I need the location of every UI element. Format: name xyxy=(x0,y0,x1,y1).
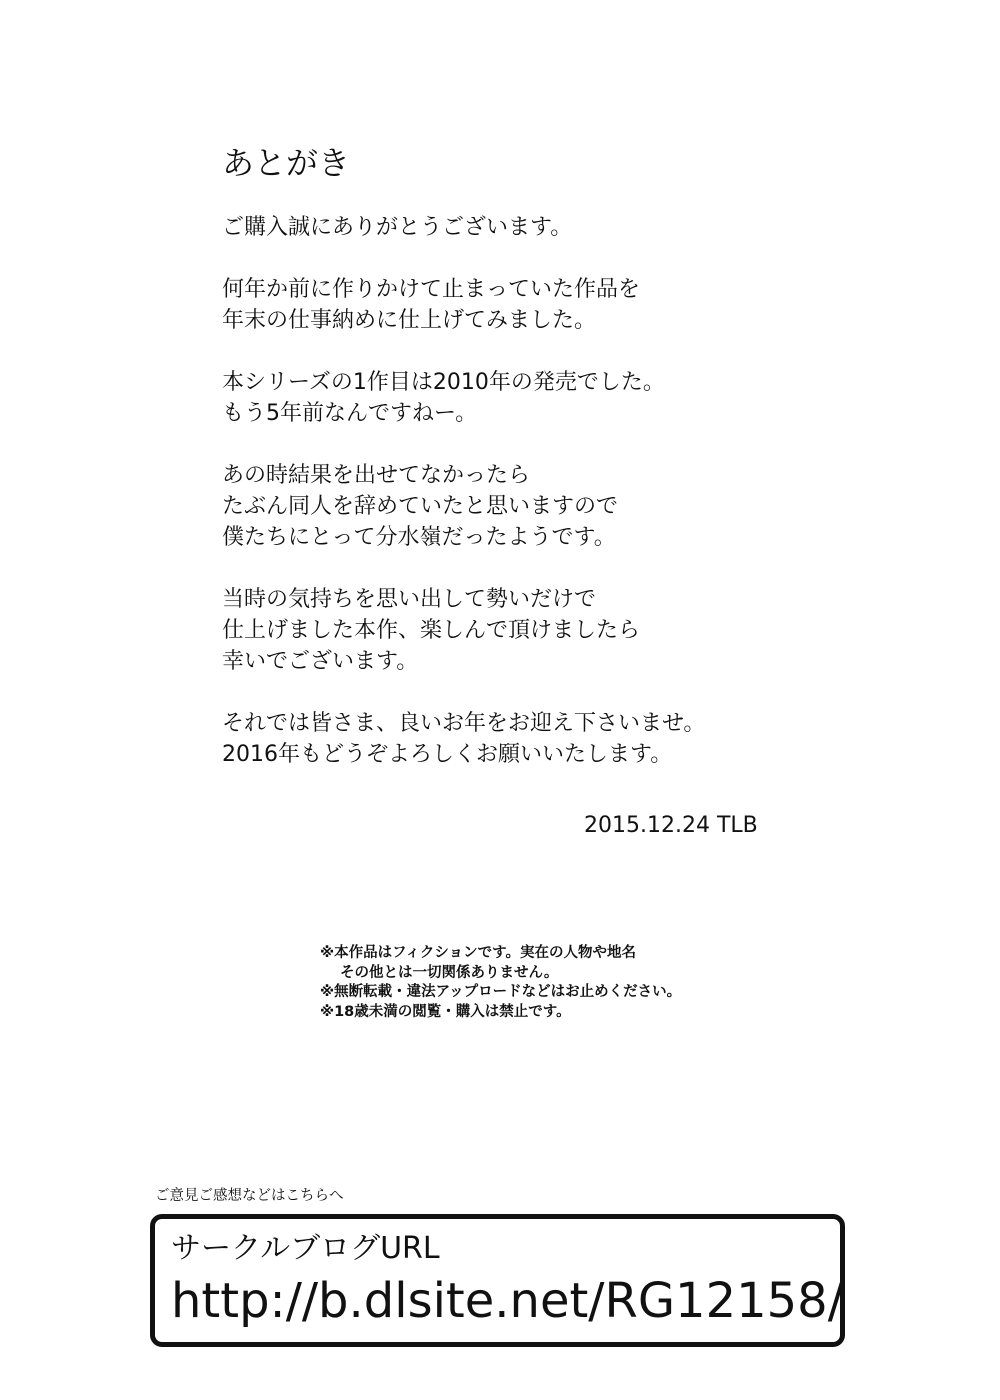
paragraph-series xyxy=(222,367,782,429)
text-line: 僕たちにとって分水嶺だったようです。 xyxy=(222,525,616,550)
disclaimer-notes xyxy=(320,944,681,1022)
text-line: それでは皆さま、良いお年をお迎え下さいませ。 xyxy=(222,711,706,736)
text-line: もう5年前なんですねー。 xyxy=(222,401,478,426)
blog-url-link[interactable]: http://b.dlsite.net/RG12158/ xyxy=(171,1273,844,1329)
text-line: 何年か前に作りかけて止まっていた作品を xyxy=(222,277,641,302)
text-line: 幸いでございます。 xyxy=(222,649,419,674)
text-line: たぶん同人を辞めていたと思いますので xyxy=(222,494,619,519)
paragraph-thanks xyxy=(222,212,782,243)
blog-url-box xyxy=(150,1214,845,1347)
disclaimer-line: その他とは一切関係ありません。 xyxy=(340,964,559,981)
text-line: 年末の仕事納めに仕上げてみました。 xyxy=(222,308,597,333)
text-line: ご購入誠にありがとうございます。 xyxy=(222,215,573,240)
date-signature: 2015.12.24 TLB xyxy=(584,813,758,838)
text-line: 本シリーズの1作目は2010年の発売でした。 xyxy=(222,370,665,395)
paragraph-turning-point xyxy=(222,460,782,553)
afterword-body xyxy=(222,212,782,801)
text-line: 2016年もどうぞよろしくお願いいたします。 xyxy=(222,742,673,767)
text-line: 仕上げました本作、楽しんで頂けましたら xyxy=(222,618,641,643)
text-line: 当時の気持ちを思い出して勢いだけで xyxy=(222,587,597,612)
disclaimer-line: ※18歳未満の閲覧・購入は禁止です。 xyxy=(320,1003,571,1020)
paragraph-background xyxy=(222,274,782,336)
text-line: あの時結果を出せてなかったら xyxy=(222,463,531,488)
afterword-title: あとがき xyxy=(222,144,351,182)
paragraph-new-year xyxy=(222,708,782,770)
blog-url-caption: サークルブログURL xyxy=(171,1231,440,1266)
disclaimer-line: ※本作品はフィクションです。実在の人物や地名 xyxy=(320,945,636,961)
feedback-label: ご意見ご感想などはこちらへ xyxy=(155,1188,344,1204)
disclaimer-line: ※無断転載・違法アップロードなどはお止めください。 xyxy=(320,984,682,1000)
paragraph-hope xyxy=(222,584,782,677)
